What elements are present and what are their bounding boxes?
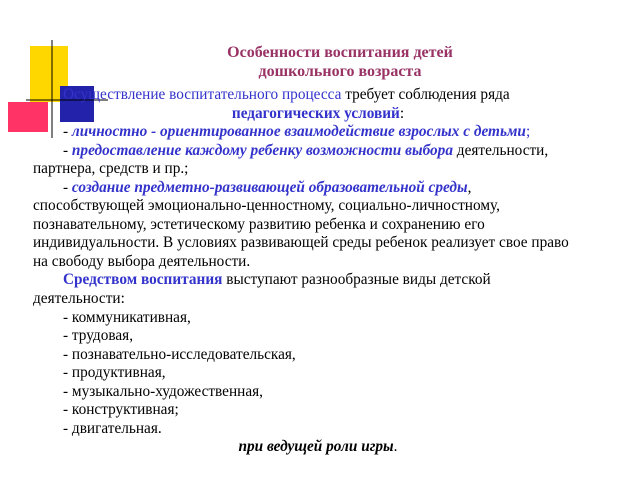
intro-colon: : (399, 104, 405, 122)
means-emphasis: Средством воспитания (63, 271, 223, 289)
condition-1-emphasis: личностно - ориентированное взаимодействие взрослых с детьми (71, 123, 526, 141)
intro-text: требует соблюдения ряда (341, 86, 510, 103)
activity-item: - трудовая, (63, 327, 134, 345)
condition-3-rest: , (467, 178, 472, 196)
intro-conditions-line (33, 105, 603, 124)
intro-line (33, 86, 603, 105)
activity-item: - музыкально-художественная, (63, 382, 263, 400)
condition-3-emphasis: создание предметно-развивающей образовательной среды (71, 178, 468, 196)
closing-period: . (393, 438, 398, 456)
condition-2-rest: деятельности, (452, 141, 549, 159)
pedagogical-conditions: педагогических условий (231, 104, 400, 122)
title-line-2: дошкольного возраста (258, 63, 422, 80)
activity-item: - двигательная. (63, 419, 162, 437)
intro-highlight: Осуществление воспитательного процесса (63, 86, 342, 103)
activity-item: - конструктивная; (63, 401, 179, 419)
condition-3-line-4: на свободу выбора деятельности. (33, 252, 251, 270)
means-line (33, 271, 603, 290)
means-rest: выступают разнообразные виды детской (222, 271, 491, 289)
title-line-1: Особенности воспитания детей (227, 44, 453, 61)
condition-3-line-1: способствующей эмоционально-ценностному, социально-личностному, (33, 197, 500, 215)
condition-2-emphasis: предоставление каждому ребенку возможности выбора (71, 141, 453, 159)
condition-2 (33, 142, 603, 161)
document-body (33, 86, 603, 457)
condition-1 (33, 123, 603, 142)
condition-3-line-2: познавательному, эстетическому развитию ребенка и сохранению его (33, 215, 485, 233)
dash: - (63, 178, 72, 196)
activity-item: - познавательно-исследовательская, (63, 345, 296, 363)
condition-2-continuation: партнера, средств и пр.; (33, 160, 189, 178)
condition-3 (33, 179, 603, 198)
means-continuation: деятельности: (33, 290, 125, 308)
dash: - (63, 123, 72, 141)
closing-emphasis: при ведущей роли игры (238, 438, 394, 456)
closing-line (33, 438, 603, 457)
activity-item: - продуктивная, (63, 364, 166, 382)
dash: - (63, 141, 72, 159)
condition-3-line-3: индивидуальности. В условиях развивающей среды ребенок реализует свое право (33, 234, 569, 252)
activity-item: - коммуникативная, (63, 308, 191, 326)
condition-1-rest: ; (525, 123, 531, 141)
